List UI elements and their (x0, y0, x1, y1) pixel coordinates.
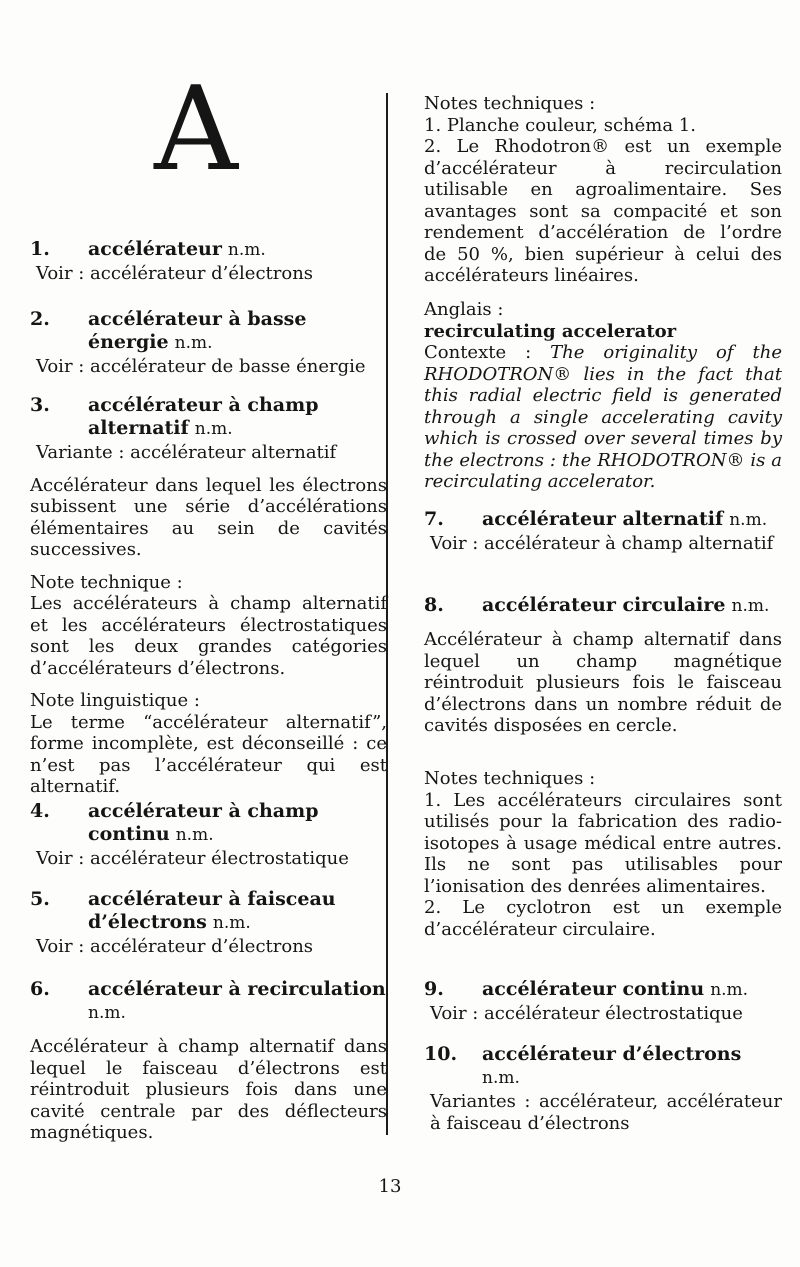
technical-note (30, 572, 387, 680)
part-of-speech: n.m. (710, 980, 749, 1000)
entry-number: 7. (424, 508, 444, 530)
entry-number: 2. (30, 308, 50, 330)
entry-term: accélérateur à recirculation (88, 978, 386, 1000)
entry-heading (424, 978, 782, 1002)
context-text: The originality of the RHODOTRON® lies in the fact that this radial electric field is generated through a single accelerating cavity which is crossed over several times by the electrons : the RHODOTRON® is a recirculating accelerator. (424, 342, 782, 492)
entry-9 (424, 978, 782, 1025)
technical-note-item: 1. Planche couleur, schéma 1. (424, 114, 696, 136)
technical-note-label: Note technique : (30, 571, 183, 593)
part-of-speech: n.m. (729, 510, 768, 530)
technical-notes-block-2 (424, 768, 782, 940)
entry-number: 10. (424, 1043, 458, 1065)
page-number: 13 (378, 1176, 402, 1197)
entry-number: 1. (30, 238, 50, 260)
part-of-speech: n.m. (212, 913, 251, 933)
english-label: Anglais : (424, 299, 504, 320)
technical-notes-label: Notes techniques : (424, 93, 596, 114)
entry-term: accélérateur à basse énergie (88, 308, 307, 353)
entry-3 (30, 394, 387, 798)
entry-1 (30, 238, 387, 285)
entry-heading (30, 238, 387, 262)
entry-term: accélérateur circulaire (482, 594, 726, 616)
see-reference: Voir : accélérateur électrostatique (430, 1003, 743, 1024)
technical-note-item: 1. Les accélérateurs circulaires sont utilisés pour la fabrication des radio-isotopes à usage médical entre autres. Ils ne sont pas utilisables pour l’ionisation des denrées alimentaires. (424, 789, 782, 897)
definition: Accélérateur dans lequel les électrons subissent une série d’accélérations élémentaires au sein de cavités successives. (30, 474, 387, 560)
entry-term: accélérateur à champ continu (88, 800, 319, 845)
entry-8 (424, 594, 782, 737)
entry-term: accélérateur à faisceau d’électrons (88, 888, 336, 933)
entry-2 (30, 308, 387, 378)
entry-number: 3. (30, 394, 50, 416)
entry-10 (424, 1043, 782, 1134)
part-of-speech: n.m. (174, 333, 213, 353)
section-letter: A (154, 62, 238, 197)
see-reference: Voir : accélérateur à champ alternatif (430, 533, 774, 554)
entry-heading (424, 1043, 782, 1090)
entry-term: accélérateur d’électrons (482, 1043, 742, 1065)
entry-term: accélérateur (88, 238, 222, 260)
entry-term: accélérateur continu (482, 978, 705, 1000)
technical-notes-label: Notes techniques : (424, 768, 596, 789)
entry-heading (30, 800, 387, 847)
entry-7 (424, 508, 782, 555)
see-reference: Voir : accélérateur d’électrons (36, 263, 314, 284)
part-of-speech: n.m. (88, 1003, 126, 1023)
entry-heading (424, 508, 782, 532)
technical-note-item: 2. Le Rhodotron® est un exemple d’accélérateur à recirculation utilisable en agroalimentaire. Ses avantages sont sa compacité et son rendement d’accélération de l’ordre de 50 %, bien supérieur à celui des accélérateurs linéaires. (424, 136, 782, 286)
english-equivalent-block (424, 299, 782, 493)
technical-note-text: Les accélérateurs à champ alternatif et les accélérateurs électrostatiques sont les deux grandes catégories d’accélérateurs d’électrons. (30, 593, 387, 679)
part-of-speech: n.m. (482, 1068, 520, 1088)
entry-4 (30, 800, 387, 870)
entry-heading (30, 394, 387, 441)
entry-heading (30, 888, 387, 935)
part-of-speech: n.m. (731, 596, 770, 616)
entry-heading (424, 594, 782, 618)
see-reference: Voir : accélérateur électrostatique (36, 848, 349, 869)
entry-number: 4. (30, 800, 50, 822)
linguistic-note (30, 690, 387, 798)
part-of-speech: n.m. (175, 825, 214, 845)
entry-heading (30, 978, 387, 1025)
entry-heading (30, 308, 387, 355)
entry-number: 5. (30, 888, 50, 910)
entry-number: 9. (424, 978, 444, 1000)
context-paragraph (424, 342, 782, 493)
see-reference: Voir : accélérateur d’électrons (36, 936, 314, 957)
entry-6 (30, 978, 387, 1144)
technical-notes-block-1 (424, 93, 782, 287)
variant-line: Variante : accélérateur alternatif (36, 442, 337, 463)
entry-5 (30, 888, 387, 958)
context-label: Contexte : (424, 342, 551, 363)
entry-number: 6. (30, 978, 50, 1000)
linguistic-note-text: Le terme “accélérateur alternatif”, forme incomplète, est déconseillé : ce n’est pas l’accélérateur qui est alternatif. (30, 711, 387, 797)
part-of-speech: n.m. (194, 419, 233, 439)
entry-number: 8. (424, 594, 444, 616)
variants-line: Variantes : accélérateur, accélérateur à faisceau d’électrons (430, 1091, 782, 1134)
definition: Accélérateur à champ alternatif dans lequel un champ magnétique réintroduit plusieurs fois le faisceau d’électrons dans un nombre réduit de cavités disposées en cercle. (424, 629, 782, 736)
technical-note-item: 2. Le cyclotron est un exemple d’accélérateur circulaire. (424, 897, 782, 940)
entry-term: accélérateur à champ alternatif (88, 394, 319, 439)
part-of-speech: n.m. (227, 240, 266, 260)
see-reference: Voir : accélérateur de basse énergie (36, 356, 366, 377)
linguistic-note-label: Note linguistique : (30, 690, 200, 711)
entry-term: accélérateur alternatif (482, 508, 724, 530)
definition: Accélérateur à champ alternatif dans lequel le faisceau d’électrons est réintroduit plusieurs fois dans une cavité centrale par des déflecteurs magnétiques. (30, 1036, 387, 1143)
english-term: recirculating accelerator (424, 320, 677, 342)
